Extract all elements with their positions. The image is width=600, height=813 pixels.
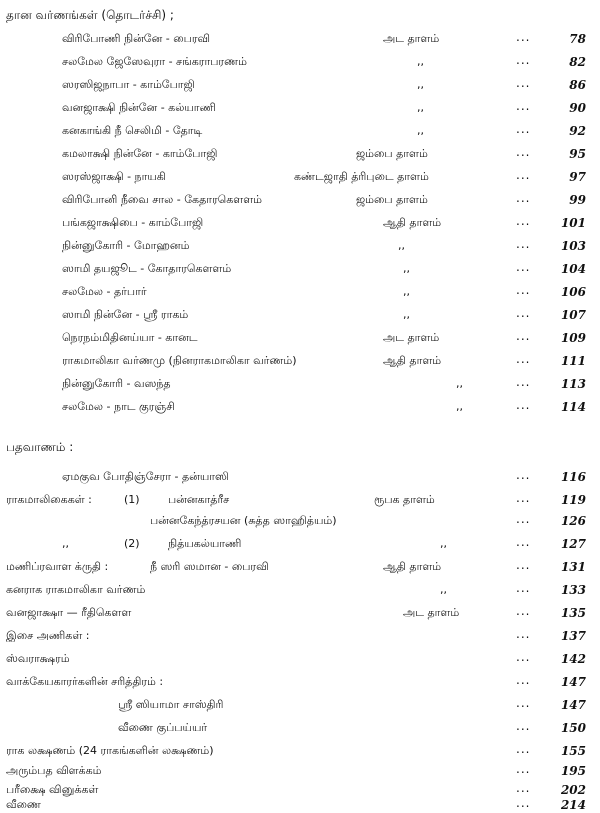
leader-dots: ... xyxy=(516,719,531,733)
page-number: 90 xyxy=(569,101,586,115)
ditto-mark: ,, xyxy=(417,124,424,137)
ditto-mark: ,, xyxy=(62,537,69,550)
ditto-mark: ,, xyxy=(417,101,424,114)
toc-row xyxy=(0,191,600,211)
heading-text: பதவாணம் : xyxy=(6,440,74,454)
leader-dots: ... xyxy=(516,30,531,44)
item-number: (1) xyxy=(124,493,140,506)
toc-row xyxy=(0,283,600,303)
tala-label: ஜம்பை தாளம் xyxy=(356,147,428,160)
toc-row xyxy=(0,260,600,280)
entry-title: வாக்கேயகாரர்களின் சரித்திரம் : xyxy=(6,675,164,688)
leader-dots: ... xyxy=(516,237,531,251)
entry-title: பன்னகாத்ரீச xyxy=(168,493,230,506)
entry-title: ஸாமி நின்னே - ஸ்ரீ ராகம் xyxy=(62,308,189,321)
entry-title: நித்யகல்யாணி xyxy=(168,537,242,550)
entry-title: பரீக்ஷை வினுக்கள் xyxy=(6,783,99,796)
entry-title: ஏமகுவ போதிஞ்சேரா - தன்யாஸி xyxy=(62,470,229,483)
toc-row xyxy=(0,535,600,555)
entry-title: வீணை xyxy=(6,798,41,811)
toc-row xyxy=(0,491,600,511)
toc-row xyxy=(0,581,600,601)
entry-title: ராக லக்ஷணம் (24 ராகங்களின் லக்ஷணம்) xyxy=(6,744,214,757)
ditto-mark: ,, xyxy=(417,78,424,91)
page-number: 78 xyxy=(569,32,586,46)
entry-title: நின்னுகோரி - வஸந்த xyxy=(62,377,171,390)
entry-title: கனகாங்கி நீ செலிமி - தோடி xyxy=(62,124,203,137)
leader-dots: ... xyxy=(516,796,531,810)
tala-label: ஜம்பை தாளம் xyxy=(356,193,428,206)
page-number: 113 xyxy=(560,377,586,391)
entry-title: ஸ்ரீ ஸியாமா சாஸ்திரி xyxy=(118,698,224,711)
leader-dots: ... xyxy=(516,398,531,412)
page-number: 142 xyxy=(560,652,586,666)
entry-title: ராகமாலிகா வர்ணமு (நினராகமாலிகா வர்ணம்) xyxy=(62,354,297,367)
entry-title: விரிபோனி நீவை சால - கேதாரகௌளம் xyxy=(62,193,262,206)
entry-title: பன்னகேந்த்ரசயன (சுத்த ஸாஹித்யம்) xyxy=(150,514,337,527)
entry-title: வனஜாக்ஷா — ரீதிகௌள xyxy=(6,606,132,619)
toc-row xyxy=(0,30,600,50)
page-number: 116 xyxy=(560,470,586,484)
leader-dots: ... xyxy=(516,145,531,159)
page-number: 133 xyxy=(560,583,586,597)
entry-title: ஸாமி தயஜூட - கோதாரகௌளம் xyxy=(62,262,232,275)
ditto-mark: ,, xyxy=(403,308,410,321)
entry-title: சலமேல ஜேஸேவுரா - சங்கராபரணம் xyxy=(62,55,247,68)
ditto-mark: ,, xyxy=(456,377,463,390)
page-number: 106 xyxy=(560,285,586,299)
ditto-mark: ,, xyxy=(398,239,405,252)
leader-dots: ... xyxy=(516,168,531,182)
entry-title: நின்னுகோரி - மோஹனம் xyxy=(62,239,190,252)
leader-dots: ... xyxy=(516,558,531,572)
tala-label: ரூபக தாளம் xyxy=(374,493,435,506)
entry-label: ராகமாலிகைகள் : xyxy=(6,493,92,506)
leader-dots: ... xyxy=(516,512,531,526)
page-number: 97 xyxy=(569,170,586,184)
page-number: 135 xyxy=(560,606,586,620)
toc-row xyxy=(0,673,600,693)
toc-row xyxy=(0,237,600,257)
leader-dots: ... xyxy=(516,375,531,389)
entry-title: நீ ஸரி ஸமான - பைரவி xyxy=(150,560,269,573)
section-heading-varnams xyxy=(0,6,600,26)
leader-dots: ... xyxy=(516,306,531,320)
toc-row xyxy=(0,762,600,782)
entry-title: சலமேல - நாட குரஞ்சி xyxy=(62,400,175,413)
toc-row xyxy=(0,696,600,716)
toc-row xyxy=(0,306,600,326)
page-number: 127 xyxy=(560,537,586,551)
tala-label: அட தாளம் xyxy=(403,606,460,619)
page-number: 195 xyxy=(560,764,586,778)
section-heading-padavarnam xyxy=(0,438,600,458)
tala-label: கண்டஜாதி த்ரிபுடை தாளம் xyxy=(294,170,429,183)
leader-dots: ... xyxy=(516,781,531,795)
page-number: 147 xyxy=(560,675,586,689)
toc-row xyxy=(0,627,600,647)
page-number: 109 xyxy=(560,331,586,345)
entry-title: பங்கஜாக்ஷிபை - காம்போஜி xyxy=(62,216,204,229)
toc-row xyxy=(0,742,600,762)
page-number: 92 xyxy=(569,124,586,138)
heading-text: தான வர்ணங்கள் (தொடர்ச்சி) ; xyxy=(6,8,174,22)
leader-dots: ... xyxy=(516,535,531,549)
toc-row xyxy=(0,798,600,813)
leader-dots: ... xyxy=(516,762,531,776)
leader-dots: ... xyxy=(516,53,531,67)
ditto-mark: ,, xyxy=(403,262,410,275)
page-number: 111 xyxy=(560,354,586,368)
leader-dots: ... xyxy=(516,214,531,228)
page-number: 214 xyxy=(560,798,586,812)
leader-dots: ... xyxy=(516,604,531,618)
page-number: 104 xyxy=(560,262,586,276)
ditto-mark: ,, xyxy=(440,537,447,550)
leader-dots: ... xyxy=(516,283,531,297)
page-number: 126 xyxy=(560,514,586,528)
leader-dots: ... xyxy=(516,491,531,505)
entry-title: சலமேல - தர்பார் xyxy=(62,285,147,298)
toc-row xyxy=(0,168,600,188)
toc-row xyxy=(0,512,600,532)
page-number: 82 xyxy=(569,55,586,69)
toc-row xyxy=(0,719,600,739)
page-number: 147 xyxy=(560,698,586,712)
page-number: 107 xyxy=(560,308,586,322)
leader-dots: ... xyxy=(516,468,531,482)
leader-dots: ... xyxy=(516,696,531,710)
toc-row xyxy=(0,122,600,142)
entry-title: ஸரஸிஜநாபா - காம்போஜி xyxy=(62,78,195,91)
entry-title: நெரநம்மிதினய்யா - கானட xyxy=(62,331,198,344)
entry-title: கனராக ராகமாலிகா வர்ணம் xyxy=(6,583,146,596)
page-number: 95 xyxy=(569,147,586,161)
leader-dots: ... xyxy=(516,673,531,687)
toc-row xyxy=(0,468,600,488)
ditto-mark: ,, xyxy=(440,583,447,596)
page-number: 137 xyxy=(560,629,586,643)
toc-row xyxy=(0,650,600,670)
leader-dots: ... xyxy=(516,329,531,343)
ditto-mark: ,, xyxy=(456,400,463,413)
entry-title: வீணை குப்பய்யர் xyxy=(118,721,208,734)
ditto-mark: ,, xyxy=(417,55,424,68)
leader-dots: ... xyxy=(516,76,531,90)
toc-row xyxy=(0,604,600,624)
entry-label: மணிப்ரவாள க்ருதி : xyxy=(6,560,109,573)
leader-dots: ... xyxy=(516,742,531,756)
toc-row xyxy=(0,214,600,234)
leader-dots: ... xyxy=(516,581,531,595)
entry-title: ஸரஸ்ஜாக்ஷி - நாயகி xyxy=(62,170,166,183)
toc-row xyxy=(0,558,600,578)
leader-dots: ... xyxy=(516,122,531,136)
entry-title: கமலாக்ஷி நின்னே - காம்போஜி xyxy=(62,147,218,160)
toc-row xyxy=(0,329,600,349)
tala-label: ஆதி தாளம் xyxy=(383,354,442,367)
entry-title: அரும்பத விளக்கம் xyxy=(6,764,102,777)
entry-title: இசை அணிகள் : xyxy=(6,629,90,642)
page-number: 131 xyxy=(560,560,586,574)
entry-title: விரிபோணி நின்னே - பைரவி xyxy=(62,32,211,45)
leader-dots: ... xyxy=(516,260,531,274)
toc-row xyxy=(0,53,600,73)
toc-row xyxy=(0,145,600,165)
entry-title: ஸ்வராக்ஷரம் xyxy=(6,652,70,665)
page-number: 119 xyxy=(560,493,586,507)
toc-row xyxy=(0,398,600,418)
page-number: 86 xyxy=(569,78,586,92)
page-number: 101 xyxy=(560,216,586,230)
page-number: 202 xyxy=(560,783,586,797)
page-number: 99 xyxy=(569,193,586,207)
item-number: (2) xyxy=(124,537,140,550)
page-number: 114 xyxy=(560,400,586,414)
tala-label: அட தாளம் xyxy=(383,32,440,45)
tala-label: ஆதி தாளம் xyxy=(383,560,442,573)
tala-label: அட தாளம் xyxy=(383,331,440,344)
toc-row xyxy=(0,99,600,119)
page-number: 150 xyxy=(560,721,586,735)
tala-label: ஆதி தாளம் xyxy=(383,216,442,229)
toc-row xyxy=(0,352,600,372)
leader-dots: ... xyxy=(516,191,531,205)
toc-row xyxy=(0,76,600,96)
leader-dots: ... xyxy=(516,352,531,366)
page-number: 155 xyxy=(560,744,586,758)
leader-dots: ... xyxy=(516,650,531,664)
leader-dots: ... xyxy=(516,99,531,113)
toc-row xyxy=(0,375,600,395)
leader-dots: ... xyxy=(516,627,531,641)
ditto-mark: ,, xyxy=(403,285,410,298)
entry-title: வனஜாக்ஷி நின்னே - கல்யாணி xyxy=(62,101,216,114)
page-number: 103 xyxy=(560,239,586,253)
